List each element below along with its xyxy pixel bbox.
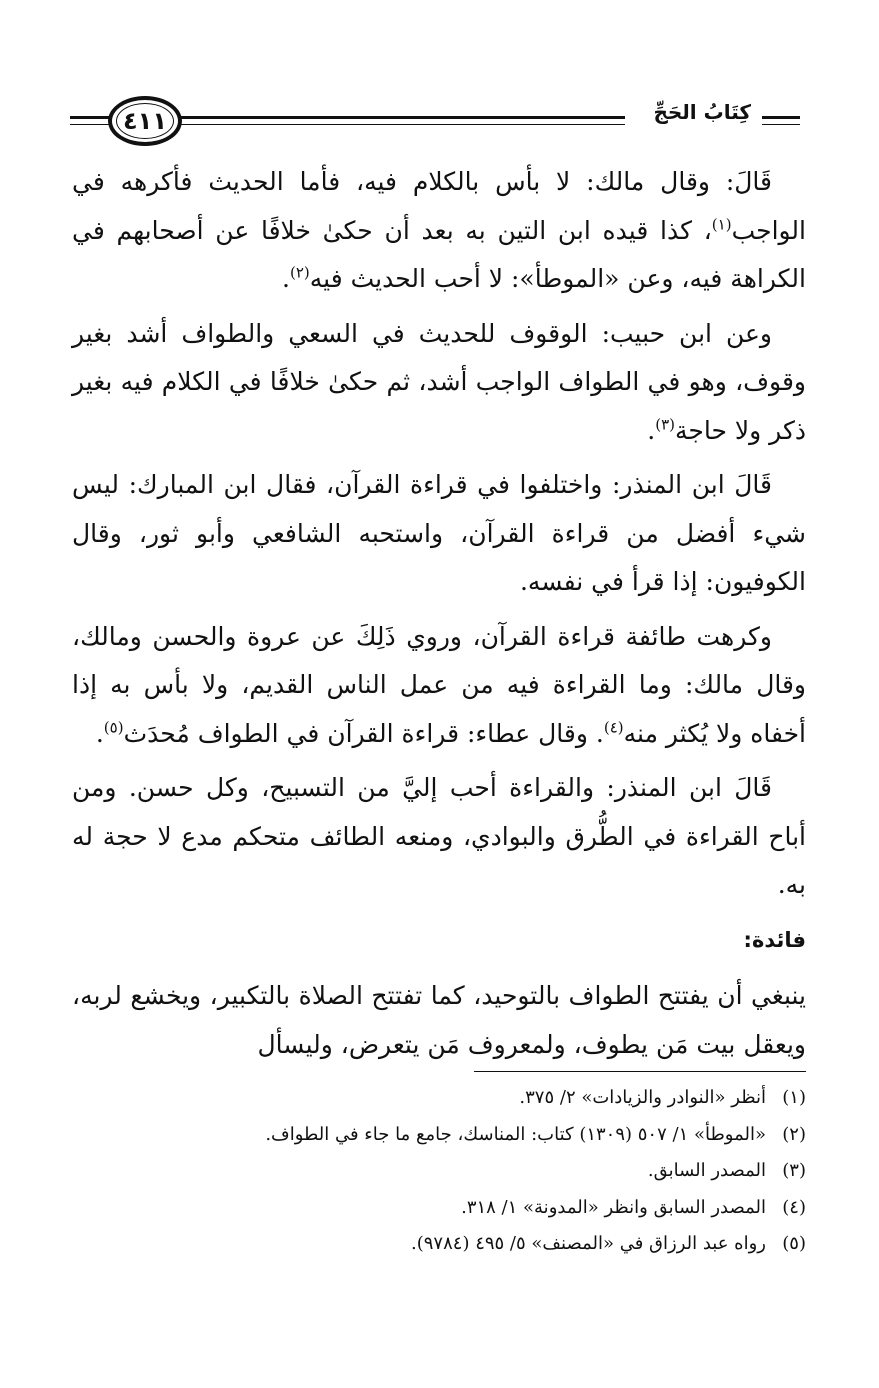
book-title: كِتَابُ الحَجِّ (649, 100, 755, 124)
header-rule (180, 116, 625, 119)
paragraph-text: قَالَ ابن المنذر: والقراءة أحب إليَّ من التسبيح، وكل حسن. ومن أباح القراءة في الطُّرق والبوادي، ومنعه الطائف متحكم مدع لا حجة له به. (72, 773, 806, 899)
footnote-text: المصدر السابق وانظر «المدونة» ١/ ٣١٨. (461, 1196, 766, 1218)
footnote-text: أنظر «النوادر والزيادات» ٢/ ٣٧٥. (519, 1087, 766, 1108)
footnote-number: (١) (782, 1087, 806, 1108)
page-header (70, 96, 800, 156)
paragraph (72, 972, 806, 1069)
header-rule (762, 124, 800, 125)
paragraph-text: ينبغي أن يفتتح الطواف بالتوحيد، كما تفتتح الصلاة بالتكبير، ويخشع لربه، ويعقل بيت مَن يطوف، ولمعروف مَن يتعرض، وليسأل (72, 981, 806, 1059)
header-rule (70, 116, 110, 119)
paragraph (72, 310, 806, 456)
paragraph (72, 613, 806, 759)
footnote-number: (٣) (782, 1160, 806, 1181)
footnote (72, 1153, 806, 1190)
footnote-ref: (٤) (603, 718, 624, 737)
footnote-number: (٤) (782, 1196, 806, 1218)
footnote-divider (474, 1071, 806, 1072)
paragraph (72, 158, 806, 304)
header-rule (762, 116, 800, 119)
footnote-text: المصدر السابق. (647, 1160, 766, 1181)
footnote (72, 1117, 806, 1154)
paragraph-text: . وقال عطاء: قراءة القرآن في الطواف مُحدَث (123, 718, 604, 748)
paragraph-text: . (282, 264, 290, 293)
header-rule (70, 124, 110, 125)
footnotes (72, 1080, 806, 1263)
footnote-text: رواه عبد الرزاق في «المصنف» ٥/ ٤٩٥ (٩٧٨٤). (411, 1233, 766, 1254)
header-rule (180, 124, 625, 125)
footnote-text: «الموطأ» ١/ ٥٠٧ (١٣٠٩) كتاب: المناسك، جامع ما جاء في الطواف. (265, 1123, 766, 1145)
footnote-ref: (٢) (290, 263, 310, 282)
footnote-ref: (٥) (103, 718, 124, 737)
footnote-ref: (٣) (655, 415, 676, 434)
footnote-number: (٥) (782, 1233, 806, 1254)
paragraph-text: . (95, 718, 104, 748)
footnote-number: (٢) (782, 1123, 806, 1145)
footnote (72, 1190, 806, 1227)
paragraph-text: . (647, 415, 656, 445)
page-number: ٤١١ (108, 96, 182, 146)
main-text (72, 158, 806, 1075)
paragraph-text: ، كذا قيده ابن التين به بعد أن حكىٰ خلافًا عن أصحابهم في الكراهة فيه، وعن «الموطأ»: لا أحب الحديث فيه (72, 215, 806, 293)
paragraph-text: وكرهت طائفة قراءة القرآن، وروي ذَلِكَ عن عروة والحسن ومالك، وقال مالك: وما القراءة فيه من عمل الناس القديم، ولا بأس به إذا أخفاه ولا يُكثر منه (72, 621, 806, 748)
paragraph (72, 764, 806, 910)
paragraph-text: قَالَ: وقال مالك: لا بأس بالكلام فيه، فأما الحديث فأكرهه في الواجب (72, 167, 806, 245)
footnote (72, 1080, 806, 1117)
footnote (72, 1226, 806, 1263)
section-heading: فائدة: (743, 927, 806, 952)
paragraph-text: وعن ابن حبيب: الوقوف للحديث في السعي والطواف أشد بغير وقوف، وهو في الطواف الواجب أشد، ثم حكىٰ خلافًا في الكلام فيه بغير ذكر ولا حاجة (72, 318, 806, 445)
paragraph (72, 461, 806, 607)
paragraph-text: قَالَ ابن المنذر: واختلفوا في قراءة القرآن، فقال ابن المبارك: ليس شيء أفضل من قراءة القرآن، واستحبه الشافعي وأبو ثور، وقال الكوفيون: إذا قرأ في نفسه. (72, 470, 806, 596)
footnote-ref: (١) (711, 215, 732, 234)
